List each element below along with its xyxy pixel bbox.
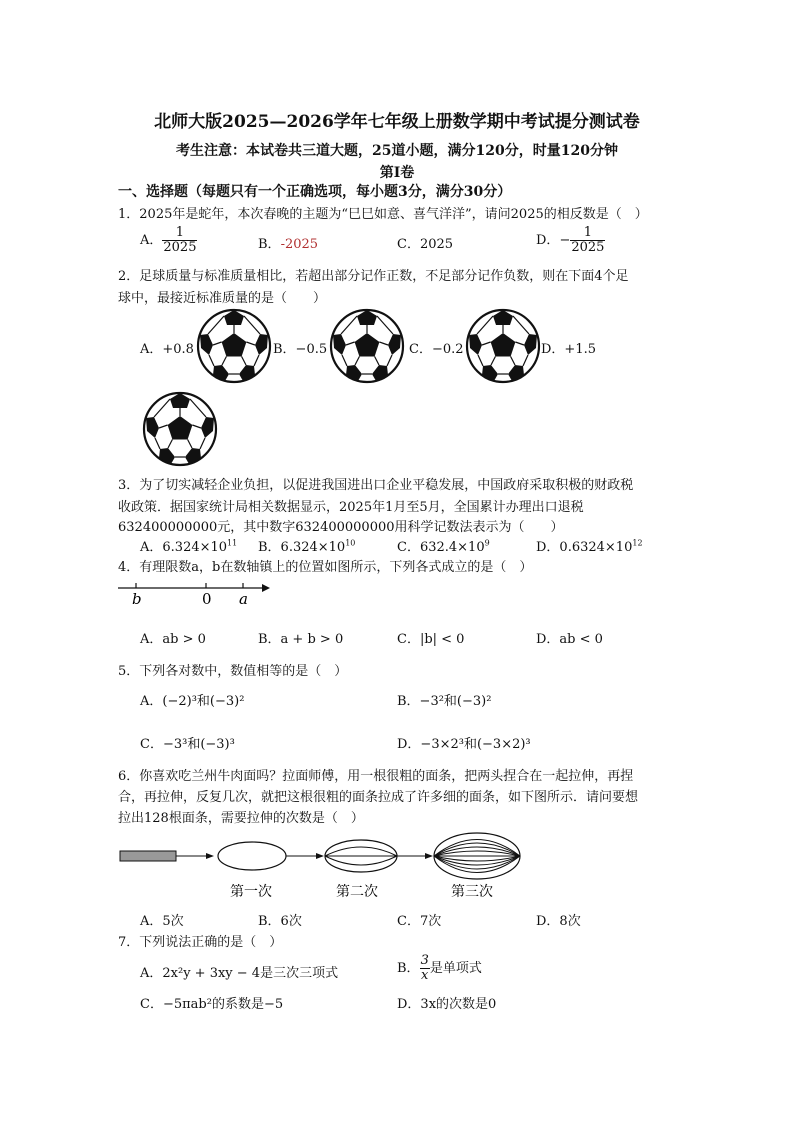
question-7-option-c[interactable]: C．−5πab²的系数是−5 bbox=[140, 997, 284, 1012]
question-5-option-a[interactable]: A．(−2)³和(−3)² bbox=[140, 694, 245, 709]
number-line-label-b: b bbox=[132, 590, 142, 608]
question-3-line1: 3．为了切实减轻企业负担，以促进我国进出口企业平稳发展，中国政府采取积极的财政税 bbox=[118, 478, 634, 493]
question-2-stem-line2: 球中，最接近标准质量的是（ ） bbox=[118, 291, 327, 306]
noodle-stretch-diagram bbox=[118, 828, 528, 908]
soccer-ball-icon bbox=[140, 389, 220, 469]
section-heading: 一、选择题（每题只有一个正确选项，每小题3分，满分30分） bbox=[118, 184, 512, 200]
soccer-ball-icon bbox=[327, 306, 407, 386]
number-line bbox=[118, 574, 278, 614]
page-title: 北师大版2025—2026学年七年级上册数学期中考试提分测试卷 bbox=[154, 112, 640, 132]
question-1-option-d[interactable]: D．− $\frac{1}{2025}$ bbox=[536, 225, 605, 255]
question-7-stem: 7．下列说法正确的是（ ） bbox=[118, 935, 283, 950]
question-6-option-c[interactable]: C．7次 bbox=[397, 914, 442, 929]
number-line-label-0: 0 bbox=[202, 590, 212, 608]
question-7-option-b[interactable]: B． $\frac{3}{x}$ 是单项式 bbox=[397, 953, 482, 983]
question-6-option-d[interactable]: D．8次 bbox=[536, 914, 581, 929]
diagram-label-2: 第二次 bbox=[336, 884, 378, 900]
question-4-option-b[interactable]: B．a + b > 0 bbox=[258, 632, 344, 647]
question-6-line2: 合，再拉伸，反复几次，就把这根很粗的面条拉成了许多细的面条，如下图所示．请问要想 bbox=[118, 790, 639, 805]
question-2-stem-line1: 2．足球质量与标准质量相比，若超出部分记作正数，不足部分记作负数，则在下面4个足 bbox=[118, 269, 629, 284]
question-3-option-d[interactable]: D．$0.6324\times 10^{12}$ bbox=[536, 538, 643, 555]
question-3-option-a[interactable]: A．$6.324\times 10^{11}$ bbox=[140, 538, 238, 555]
question-3-option-c[interactable]: C．$632.4\times 10^9$ bbox=[397, 538, 490, 555]
question-1-option-c[interactable]: C．2025 bbox=[397, 237, 454, 252]
question-6-option-b[interactable]: B．6次 bbox=[258, 914, 302, 929]
question-4-option-a[interactable]: A．ab > 0 bbox=[140, 632, 206, 647]
diagram-label-3: 第三次 bbox=[451, 884, 493, 900]
question-6-line1: 6．你喜欢吃兰州牛肉面吗？拉面师傅，用一根很粗的面条，把两头捏合在一起拉伸，再捏 bbox=[118, 769, 634, 784]
fraction: $\frac{1}{2025}$ bbox=[571, 225, 605, 255]
question-6-line3: 拉出128根面条，需要拉伸的次数是（ ） bbox=[118, 811, 364, 826]
question-2-option-d[interactable]: D．+1.5 bbox=[541, 342, 596, 357]
number-line-label-a: a bbox=[239, 590, 248, 608]
question-4-option-c[interactable]: C．|b| < 0 bbox=[397, 632, 465, 647]
question-1-option-b[interactable]: B．-2025 bbox=[258, 237, 319, 252]
question-3-line3: 632400000000元，其中数字632400000000用科学记数法表示为（ ） bbox=[118, 520, 564, 535]
diagram-label-1: 第一次 bbox=[230, 884, 272, 900]
volume-heading: 第Ⅰ卷 bbox=[379, 165, 415, 181]
question-1-stem: 1．2025年是蛇年，本次春晚的主题为“巳巳如意、喜气洋洋”，请问2025的相反数是（ ） bbox=[118, 207, 648, 222]
question-1-option-a[interactable]: A． $\frac{1}{2025}$ bbox=[140, 225, 197, 255]
soccer-ball-icon bbox=[463, 306, 543, 386]
question-4-option-d[interactable]: D．ab < 0 bbox=[536, 632, 603, 647]
question-7-option-d[interactable]: D．3x的次数是0 bbox=[397, 997, 497, 1012]
fraction: $\frac{1}{2025}$ bbox=[163, 225, 197, 255]
question-2-option-b[interactable]: B．−0.5 bbox=[273, 342, 328, 357]
question-2-option-a[interactable]: A．+0.8 bbox=[140, 342, 194, 357]
question-2-option-c[interactable]: C．−0.2 bbox=[409, 342, 464, 357]
question-5-option-b[interactable]: B．−3²和(−3)² bbox=[397, 694, 492, 709]
question-4-stem: 4．有理限数a，b在数轴镇上的位置如图所示，下列各式成立的是（ ） bbox=[118, 560, 533, 575]
exam-notice: 考生注意：本试卷共三道大题，25道小题，满分120分，时量120分钟 bbox=[176, 143, 618, 159]
question-3-line2: 收政策．据国家统计局相关数据显示，2025年1月至5月，全国累计办理出口退税 bbox=[118, 500, 584, 515]
question-7-option-a[interactable]: A．2x²y + 3xy − 4是三次三项式 bbox=[140, 966, 339, 981]
fraction: $\frac{3}{x}$ bbox=[420, 953, 429, 983]
question-5-option-c[interactable]: C．−3³和(−3)³ bbox=[140, 737, 235, 752]
question-5-stem: 5．下列各对数中，数值相等的是（ ） bbox=[118, 664, 348, 679]
question-5-option-d[interactable]: D．−3×2³和(−3×2)³ bbox=[397, 737, 531, 752]
soccer-ball-icon bbox=[194, 306, 274, 386]
question-3-option-b[interactable]: B．$6.324\times 10^{10}$ bbox=[258, 538, 356, 555]
question-6-option-a[interactable]: A．5次 bbox=[140, 914, 184, 929]
